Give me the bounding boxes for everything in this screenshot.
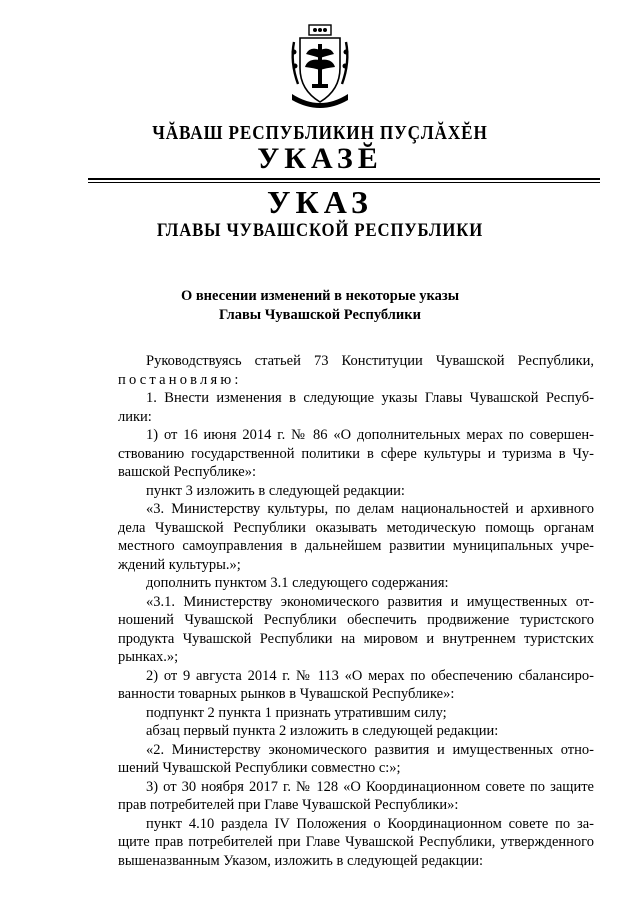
document-body [118, 352, 594, 870]
header-chuvash-line2: УКАЗĔ [257, 142, 383, 175]
body-line: 1. Внести изменения в следующие указы Главы Чувашской Респуб- [146, 390, 594, 406]
header-rule [88, 178, 600, 180]
body-line: продукта Чувашской Республики на мировом и внутреннем туристских [118, 630, 594, 647]
body-line: пункт 3 изложить в следующей редакции: [146, 482, 405, 499]
body-line: местного самоуправления в дальнейшем развитии муниципальных учре- [118, 538, 594, 554]
body-line: ношений Чувашской Республики обеспечить продвижение туристского [118, 612, 594, 628]
body-line: «3. Министерству культуры, по делам национальностей и архивного [146, 501, 594, 517]
body-line: вышеназванным Указом, изложить в следующей редакции: [118, 852, 484, 869]
body-line: ждений культуры.»; [118, 556, 241, 573]
body-line: шений Чувашской Республики совместно с:»; [118, 760, 401, 776]
body-line: прав потребителей при Главе Чувашской Республики»: [118, 797, 459, 813]
body-line: абзац первый пункта 2 изложить в следующей редакции: [146, 723, 499, 739]
body-line: пункт 4.10 раздела IV Положения о Координационном совете по за- [146, 815, 594, 832]
body-line: щите прав потребителей при Главе Чувашской Республики, утвержденного [118, 834, 594, 850]
body-line: Руководствуясь статьей 73 Конституции Чувашской Республики, [146, 353, 594, 369]
body-line: ствованию государственной политики в сфере культуры и туризма в Чу- [118, 445, 594, 462]
body-line: «2. Министерству экономического развития и имущественных отно- [146, 741, 594, 758]
body-line: «3.1. Министерству экономического развития и имущественных от- [146, 593, 594, 610]
body-line: дополнить пунктом 3.1 следующего содержания: [146, 575, 449, 591]
header-chuvash-line1: ЧĂВАШ РЕСПУБЛИКИН ПУÇЛĂХĔН [152, 122, 488, 144]
body-line: постановляю: [118, 371, 242, 388]
body-line: 2) от 9 августа 2014 г. № 113 «О мерах по обеспечению сбалансиро- [146, 667, 594, 684]
header-rule-thin [88, 182, 600, 183]
body-line: вашской Республике»: [118, 464, 256, 480]
body-line: лики: [118, 408, 152, 425]
body-line: 1) от 16 июня 2014 г. № 86 «О дополнительных мерах по совершен- [146, 427, 594, 443]
body-line: дела Чувашской Республики оказывать методическую помощь органам [118, 519, 594, 536]
title-line: О внесении изменений в некоторые указы [180, 288, 460, 304]
header-russian-line1: УКАЗ [267, 184, 373, 220]
body-line: 3) от 30 ноября 2017 г. № 128 «О Координационном совете по защите [146, 778, 594, 795]
document-title [150, 287, 490, 325]
body-line: ванности товарных рынков в Чувашской Республике»: [118, 686, 455, 702]
body-line: подпункт 2 пункта 1 признать утратившим силу; [146, 704, 447, 721]
title-line: Главы Чувашской Республики [218, 307, 421, 323]
body-line: рынках.»; [118, 649, 179, 665]
header-russian-line2: ГЛАВЫ ЧУВАШСКОЙ РЕСПУБЛИКИ [156, 220, 484, 241]
chuvash-emblem-icon [288, 22, 352, 108]
